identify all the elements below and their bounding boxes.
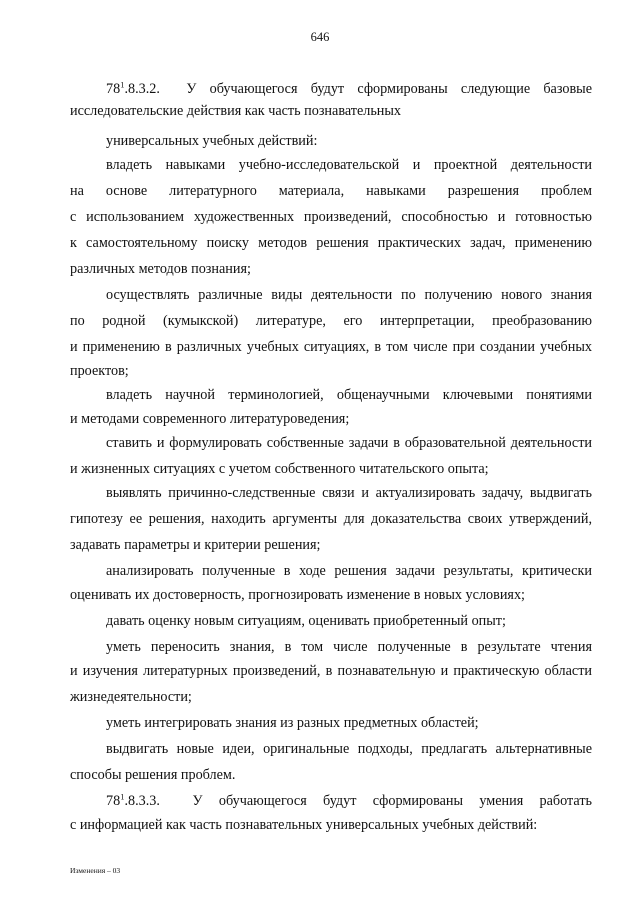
list-item-line: с использованием художественных произведений, способностью и готовностью (70, 209, 592, 225)
list-item-line: и жизненных ситуациях с учетом собственного читательского опыта; (70, 461, 489, 477)
list-item-line: уметь переносить знания, в том числе полученные в результате чтения (106, 639, 592, 655)
list-item-line: владеть научной терминологией, общенаучными ключевыми понятиями (106, 387, 592, 403)
text-line: универсальных учебных действий: (106, 133, 318, 149)
list-item-line: ставить и формулировать собственные задачи в образовательной деятельности (106, 435, 592, 451)
list-item-line: способы решения проблем. (70, 767, 236, 783)
list-item-line: владеть навыками учебно-исследовательской и проектной деятельности (106, 157, 592, 173)
list-item-line: выявлять причинно-следственные связи и актуализировать задачу, выдвигать (106, 485, 592, 501)
list-item-line: на основе литературного материала, навыками разрешения проблем (70, 183, 592, 199)
page-number: 646 (310, 30, 330, 44)
text-line: исследовательские действия как часть познавательных (70, 103, 402, 119)
footer-revision: Изменения – 03 (70, 866, 121, 875)
list-item-line: и применению в различных учебных ситуациях, в том числе при создании учебных (70, 339, 592, 355)
list-item-line: выдвигать новые идеи, оригинальные подходы, предлагать альтернативные (106, 741, 592, 757)
section-832-text: У обучающегося будут сформированы следующие базовые (186, 81, 592, 97)
section-number-833: $78^1.8.3.3$. (106, 791, 160, 809)
list-item-line: и методами современного литературоведения; (70, 411, 350, 427)
list-item-line: проектов; (70, 363, 129, 379)
list-item-line: к самостоятельному поиску методов решения практических задач, применению (70, 235, 592, 251)
section-833-text: У обучающегося будут сформированы умения работать (192, 793, 593, 809)
list-item-line: различных методов познания; (70, 261, 251, 277)
list-item-line: давать оценку новым ситуациям, оценивать приобретенный опыт; (106, 613, 506, 629)
list-item-line: и изучения литературных произведений, в познавательную и практическую области (70, 663, 592, 679)
list-item-line: осуществлять различные виды деятельности по получению нового знания (106, 287, 592, 303)
section-heading-833 (70, 792, 592, 810)
text-line: с информацией как часть познавательных универсальных учебных действий: (70, 817, 538, 833)
list-item-line: оценивать их достоверность, прогнозировать изменение в новых условиях; (70, 587, 525, 603)
list-item-line: жизнедеятельности; (70, 689, 192, 705)
list-item-line: задавать параметры и критерии решения; (70, 537, 321, 553)
list-item-line: по родной (кумыкской) литературе, его интерпретации, преобразованию (70, 313, 592, 329)
list-item-line: анализировать полученные в ходе решения задачи результаты, критически (106, 563, 592, 579)
section-heading-832 (70, 80, 592, 98)
list-item-line: уметь интегрировать знания из разных предметных областей; (106, 715, 479, 731)
list-item-line: гипотезу ее решения, находить аргументы для доказательства своих утверждений, (70, 511, 592, 527)
section-number-832: $78^1.8.3.2$. (106, 79, 160, 97)
